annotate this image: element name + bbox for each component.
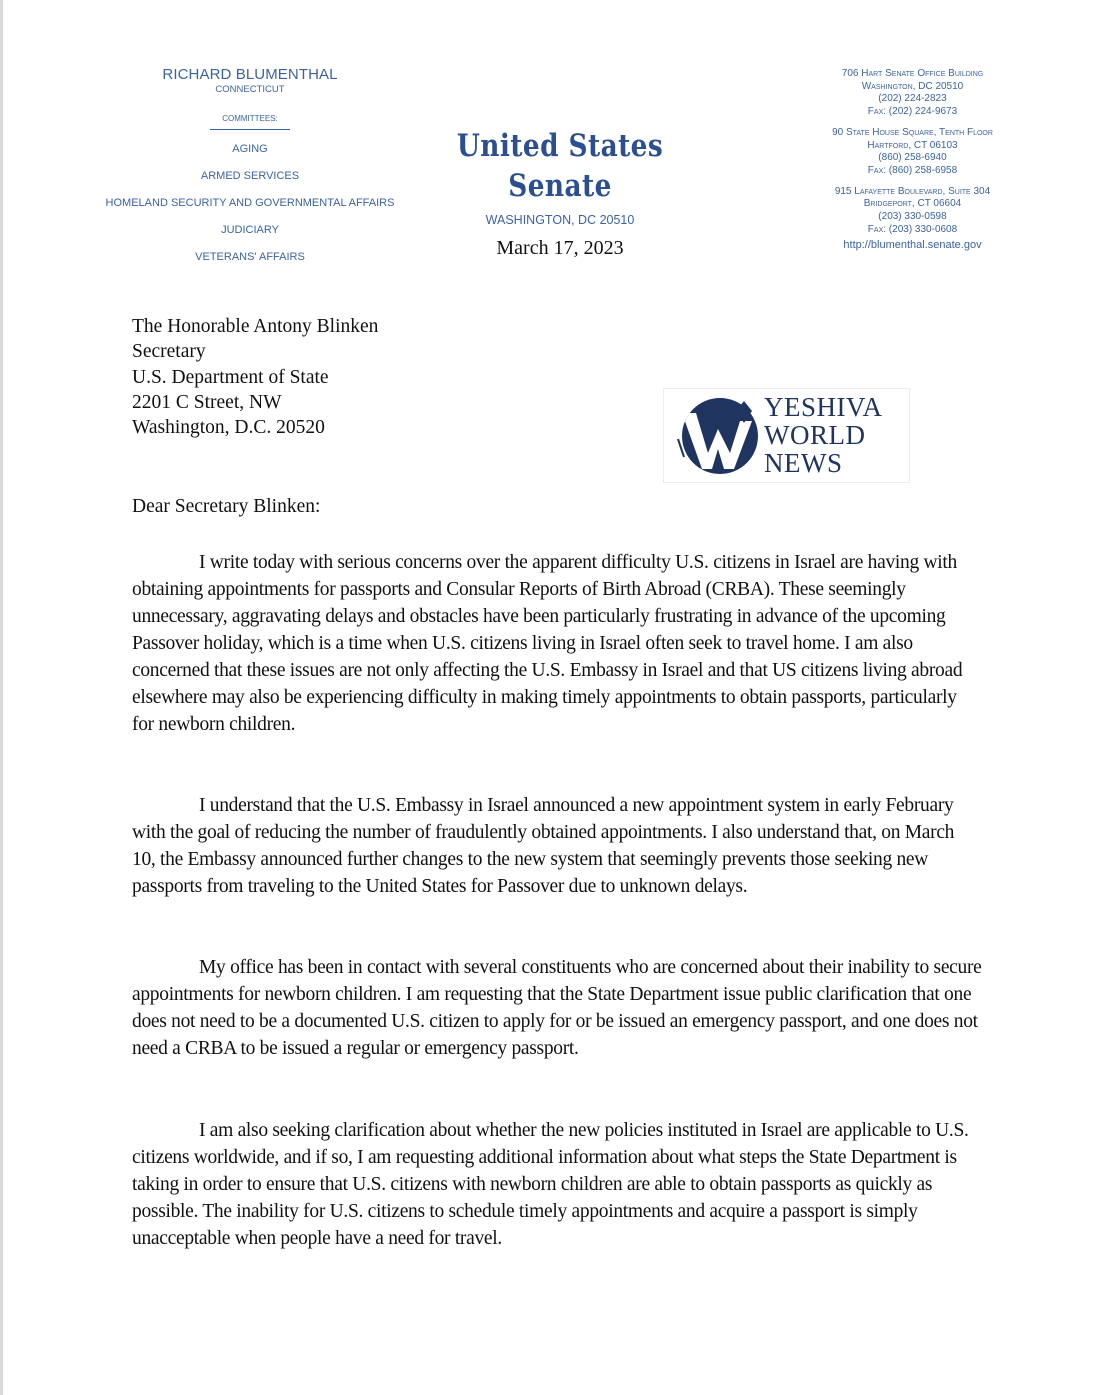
letter-date: March 17, 2023 bbox=[496, 237, 624, 259]
logo-word: YESHIVA bbox=[764, 392, 883, 422]
office-address-bridgeport bbox=[795, 186, 1030, 253]
office-address-hartford bbox=[795, 127, 1030, 178]
senate-header bbox=[400, 126, 720, 260]
senate-title: United States Senate bbox=[456, 128, 664, 204]
recipient-line: Secretary bbox=[132, 341, 206, 363]
body-paragraph-4 bbox=[132, 1117, 982, 1252]
senator-letterhead bbox=[80, 66, 420, 271]
fax-number: Fax: (203) 330-0608 bbox=[867, 223, 958, 235]
phone-number: (860) 258-6940 bbox=[878, 152, 947, 164]
recipient-line: 2201 C Street, NW bbox=[132, 391, 282, 413]
recipient-line: Washington, D.C. 20520 bbox=[132, 417, 325, 439]
logo-wordmark bbox=[764, 393, 883, 477]
phone-number: (202) 224-2823 bbox=[878, 93, 947, 105]
committee-item: VETERANS' AFFAIRS bbox=[195, 251, 305, 263]
fax-number: Fax: (860) 258-6958 bbox=[867, 164, 958, 176]
address-line: Hartford, CT 06103 bbox=[867, 139, 958, 151]
committees-label: COMMITTEES: bbox=[222, 114, 278, 123]
body-paragraph-1 bbox=[132, 549, 982, 738]
committee-item: HOMELAND SECURITY AND GOVERNMENTAL AFFAIRS bbox=[105, 197, 395, 209]
senator-state: CONNECTICUT bbox=[215, 84, 285, 95]
yeshiva-world-news-logo bbox=[663, 388, 910, 483]
senate-city: WASHINGTON, DC 20510 bbox=[485, 213, 635, 227]
address-line: 915 Lafayette Boulevard, Suite 304 bbox=[834, 185, 991, 197]
paragraph-text: I understand that the U.S. Embassy in Israel announced a new appointment system in early February with the goal of reducing the number of fraudulently obtained appointments. I also understand that, on March 10, the Embassy announced further changes to the new system that seemingly prevents those seeking new passports from traveling to the United States for Passover due to unknown delays. bbox=[132, 795, 955, 897]
address-line: Bridgeport, CT 06604 bbox=[863, 198, 962, 210]
recipient-address bbox=[132, 314, 378, 440]
logo-word: WORLD bbox=[764, 420, 866, 450]
address-line: Washington, DC 20510 bbox=[861, 80, 964, 92]
paragraph-text: I write today with serious concerns over the apparent difficulty U.S. citizens in Israel are having with obtaining appointments for passports and Consular Reports of Birth Abroad (CRBA). These seemingly unnecessary, aggravating delays and obstacles have been particularly frustrating in advance of the upcoming Passover holiday, which is a time when U.S. citizens living in Israel often seek to travel home. I am also concerned that these issues are not only affecting the U.S. Embassy in Israel and that US citizens living abroad elsewhere may also be experiencing difficulty in making timely appointments to obtain passports, particularly for newborn children. bbox=[132, 552, 963, 735]
logo-word: NEWS bbox=[764, 448, 843, 478]
page-edge bbox=[0, 0, 3, 1395]
body-paragraph-2 bbox=[132, 792, 982, 900]
fax-number: Fax: (202) 224-9673 bbox=[867, 106, 958, 118]
office-addresses bbox=[795, 68, 1030, 260]
body-paragraph-3 bbox=[132, 954, 982, 1062]
committee-item: JUDICIARY bbox=[221, 224, 279, 236]
recipient-line: U.S. Department of State bbox=[132, 366, 329, 388]
paragraph-text: My office has been in contact with several constituents who are concerned about their inability to secure appointments for newborn children. I am requesting that the State Department issue public clarification that one does not need to be a documented U.S. citizen to apply for or be issued an emergency passport, and one does not need a CRBA to be issued a regular or emergency passport. bbox=[132, 957, 982, 1059]
yeshiva-world-news-w-globe-icon bbox=[672, 395, 760, 477]
office-address-dc bbox=[795, 68, 1030, 119]
website-link[interactable]: http://blumenthal.senate.gov bbox=[843, 239, 982, 252]
address-line: 706 Hart Senate Office Building bbox=[841, 68, 984, 79]
phone-number: (203) 330-0598 bbox=[878, 211, 947, 223]
paragraph-text: I am also seeking clarification about whether the new policies instituted in Israel are applicable to U.S. citizens worldwide, and if so, I am requesting additional information about what steps the State Department is taking in order to ensure that U.S. citizens with newborn children are able to obtain passports as quickly as possible. The inability for U.S. citizens to schedule timely appointments and acquire a passport is simply unacceptable when people have a need for travel. bbox=[132, 1120, 969, 1249]
address-line: 90 State House Square, Tenth Floor bbox=[832, 126, 993, 138]
committees-divider bbox=[210, 129, 290, 130]
committee-item: ARMED SERVICES bbox=[200, 170, 300, 182]
senator-name: RICHARD BLUMENTHAL bbox=[162, 66, 338, 83]
recipient-line: The Honorable Antony Blinken bbox=[132, 316, 379, 337]
salutation: Dear Secretary Blinken: bbox=[132, 496, 321, 517]
committee-item: AGING bbox=[232, 143, 268, 155]
